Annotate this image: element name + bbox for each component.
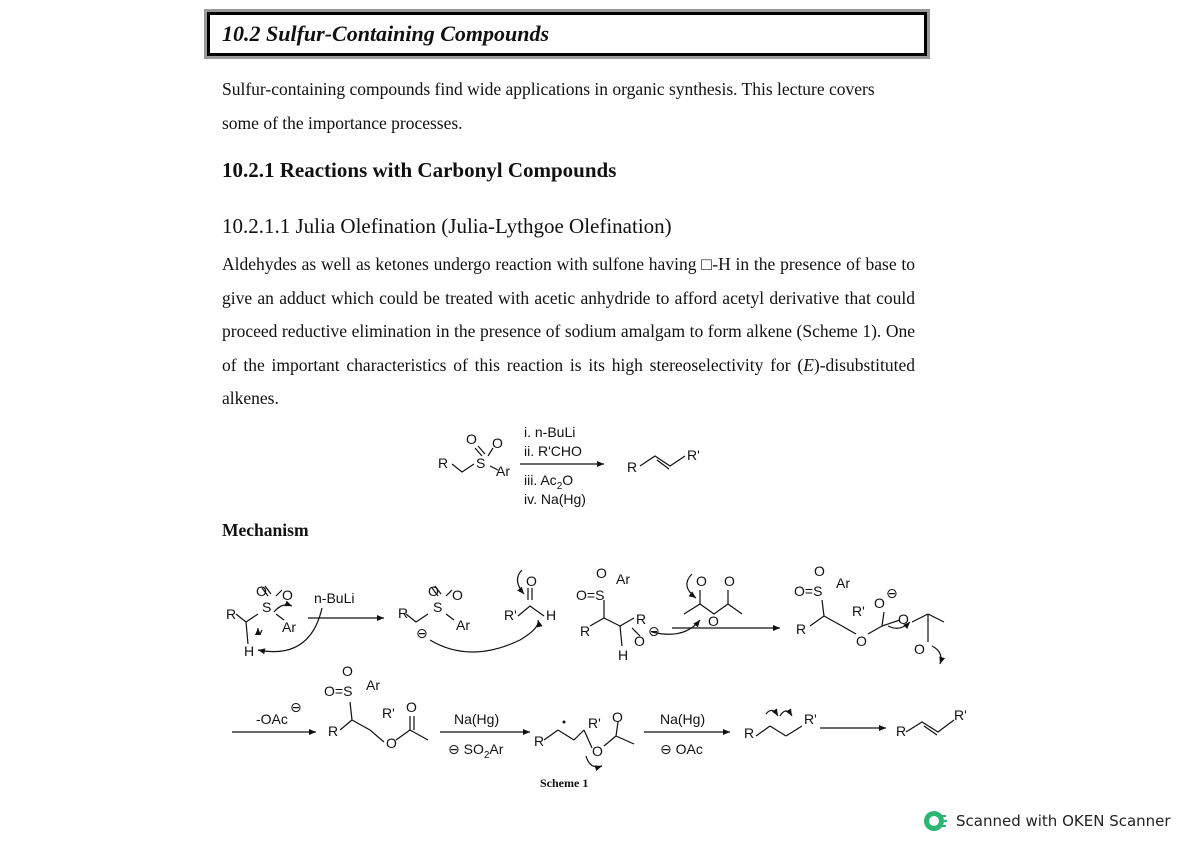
m-o13: O <box>874 595 885 611</box>
ov-o1: O <box>466 431 477 447</box>
m-so2ar-suffix: Ar <box>489 741 504 757</box>
scanner-watermark <box>922 809 1171 833</box>
m-r5: R <box>796 621 807 637</box>
m-rp6: R' <box>954 707 967 723</box>
m-nahg2: Na(Hg) <box>660 711 706 727</box>
m-o15: O <box>914 641 925 657</box>
m-rp3: R' <box>382 705 395 721</box>
ov-prod-rp: R' <box>687 447 700 463</box>
m-h3: H <box>618 647 629 663</box>
julia-text-part1: Aldehydes as well as ketones undergo reaction with sulfone having □-H in the presence of base to give an adduct which could be treated with acetic anhydride to afford acetyl derivative that could proceed reductive elimination in the presence of sodium amalgam to form alkene (Scheme 1). One of the important characteristics of this reaction is its high stereoselectivity for ( <box>222 254 915 375</box>
ov-step3-suffix: O <box>562 472 574 488</box>
ov-r: R <box>438 455 449 471</box>
m-s2: S <box>433 599 443 615</box>
scheme-caption: Scheme 1 <box>540 776 589 790</box>
m-neg3: ⊖ <box>886 585 898 601</box>
m-o4: O <box>452 587 463 603</box>
m-os1: O=S <box>576 587 605 603</box>
m-o17: O <box>386 735 397 751</box>
m-o5: O <box>526 573 537 589</box>
m-o12: O <box>856 633 867 649</box>
m-r4: R <box>636 611 647 627</box>
ov-step4: iv. Na(Hg) <box>524 491 586 507</box>
m-neg2: ⊖ <box>648 623 660 639</box>
m-o7: O <box>634 633 645 649</box>
subsection-heading: 10.2.1 Reactions with Carbonyl Compounds <box>222 158 617 182</box>
m-neg4: ⊖ <box>290 699 302 715</box>
julia-text-part2: )-disubstituted alkenes. <box>222 354 915 408</box>
m-ar5: Ar <box>366 677 380 693</box>
m-o6: O <box>596 565 607 581</box>
intro-paragraph: Sulfur-containing compounds find wide applications in organic synthesis. This lecture covers some of the importance processes. <box>222 79 875 133</box>
radical-dot <box>563 721 566 724</box>
watermark-text: Scanned with OKEN Scanner <box>956 812 1171 830</box>
m-r1: R <box>226 606 237 622</box>
m-ar1: Ar <box>282 619 296 635</box>
m-o16: O <box>342 663 353 679</box>
m-o14: O <box>898 611 909 627</box>
m-o1: O <box>256 583 267 599</box>
m-rp4: R' <box>588 715 601 731</box>
m-r2: R <box>398 605 409 621</box>
m-os2: O=S <box>794 583 823 599</box>
ov-step2: ii. R'CHO <box>524 443 582 459</box>
m-ar3: Ar <box>616 571 630 587</box>
m-s1: S <box>262 599 272 615</box>
m-r8: R <box>744 725 755 741</box>
m-r7: R <box>534 733 545 749</box>
m-rp5: R' <box>804 711 817 727</box>
m-o20: O <box>612 709 623 725</box>
m-os3: O=S <box>324 683 353 699</box>
m-o18: O <box>406 699 417 715</box>
m-nbuli: n-BuLi <box>314 590 355 606</box>
m-h1: H <box>244 643 255 659</box>
m-rp2: R' <box>852 603 865 619</box>
oken-logo-icon <box>922 809 948 833</box>
m-so2ar <box>448 741 504 761</box>
ov-step3-sub: 2 <box>556 481 563 492</box>
m-oac: -OAc <box>256 711 288 727</box>
mechanism-heading: Mechanism <box>222 520 309 540</box>
m-so2ar-prefix: ⊖ SO <box>448 741 484 757</box>
ov-o2: O <box>492 435 503 451</box>
ov-step3 <box>524 472 573 492</box>
section-title: 10.2 Sulfur-Containing Compounds <box>222 21 550 46</box>
m-o8: O <box>696 573 707 589</box>
ov-step3-prefix: iii. Ac <box>524 472 557 488</box>
m-nahg1: Na(Hg) <box>454 711 500 727</box>
m-r6: R <box>328 723 339 739</box>
ov-prod-r: R <box>627 459 638 475</box>
ov-ar: Ar <box>496 463 510 479</box>
m-o11: O <box>814 563 825 579</box>
m-o10: O <box>724 573 735 589</box>
m-ar2: Ar <box>456 617 470 633</box>
m-r9: R <box>896 723 907 739</box>
m-ar4: Ar <box>836 575 850 591</box>
m-r3: R <box>580 623 591 639</box>
m-o3: O <box>428 583 439 599</box>
m-o19: O <box>592 743 603 759</box>
e-italic: E <box>803 354 814 375</box>
m-o9: O <box>708 613 719 629</box>
subsubsection-heading: 10.2.1.1 Julia Olefination (Julia-Lythgoe Olefination) <box>222 214 672 238</box>
m-so2ar-sub: 2 <box>483 750 490 761</box>
ov-s: S <box>476 455 486 471</box>
ov-step1: i. n-BuLi <box>524 424 576 440</box>
m-oac2: ⊖ OAc <box>660 741 703 757</box>
m-o2: O <box>282 587 293 603</box>
m-h2: H <box>546 607 557 623</box>
m-neg1: ⊖ <box>416 625 428 641</box>
m-rp1: R' <box>504 607 517 623</box>
